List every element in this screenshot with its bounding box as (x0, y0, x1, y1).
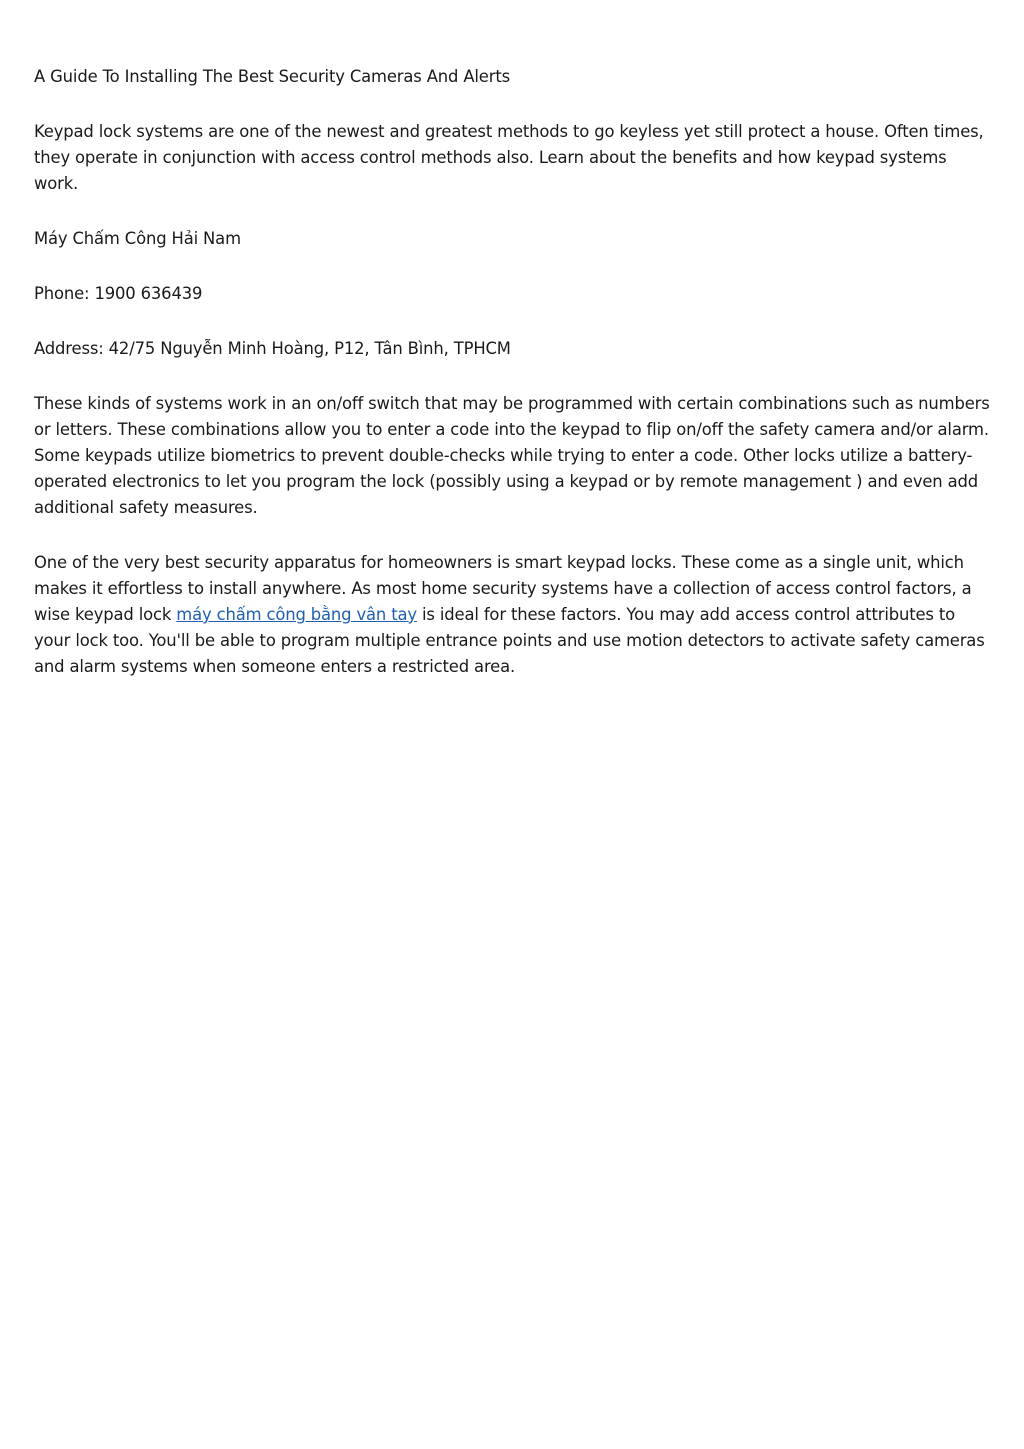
intro-paragraph: Keypad lock systems are one of the newest and greatest methods to go keyless yet still protect a house. Often times, they operate in conjunction with access control methods also. Learn about the benefits and how keypad systems work. (34, 122, 984, 193)
systems-paragraph: These kinds of systems work in an on/off switch that may be programmed with certain combinations such as numbers or letters. These combinations allow you to enter a code into the keypad to flip on/off the safety camera and/or alarm. Some keypads utilize biometrics to prevent double-checks while trying to enter a code. Other locks utilize a battery-operated electronics to let you program the lock (possibly using a keypad or by remote management ) and even add additional safety measures. (34, 394, 990, 517)
paragraph-text-before-link: One of the very best security apparatus for homeowners is smart keypad locks. These come as a single unit, which makes it effortless to install anywhere. As most home security systems have a collection of access control factors, a wise keypad lock (34, 553, 972, 624)
paragraph-text-after-link: is ideal for these factors. You may add access control attributes to your lock too. You'll be able to program multiple entrance points and use motion detectors to activate safety cameras and alarm systems when someone enters a restricted area. (34, 605, 985, 676)
address-line: Address: 42/75 Nguyễn Minh Hoàng, P12, Tân Bình, TPHCM (34, 339, 511, 358)
phone-line: Phone: 1900 636439 (34, 284, 203, 303)
business-name: Máy Chấm Công Hải Nam (34, 229, 241, 248)
keypad-locks-paragraph (34, 550, 994, 680)
fingerprint-timeclock-link[interactable]: máy chấm công bằng vân tay (176, 605, 417, 624)
document-title: A Guide To Installing The Best Security Cameras And Alerts (34, 67, 510, 86)
document-body (34, 64, 994, 709)
